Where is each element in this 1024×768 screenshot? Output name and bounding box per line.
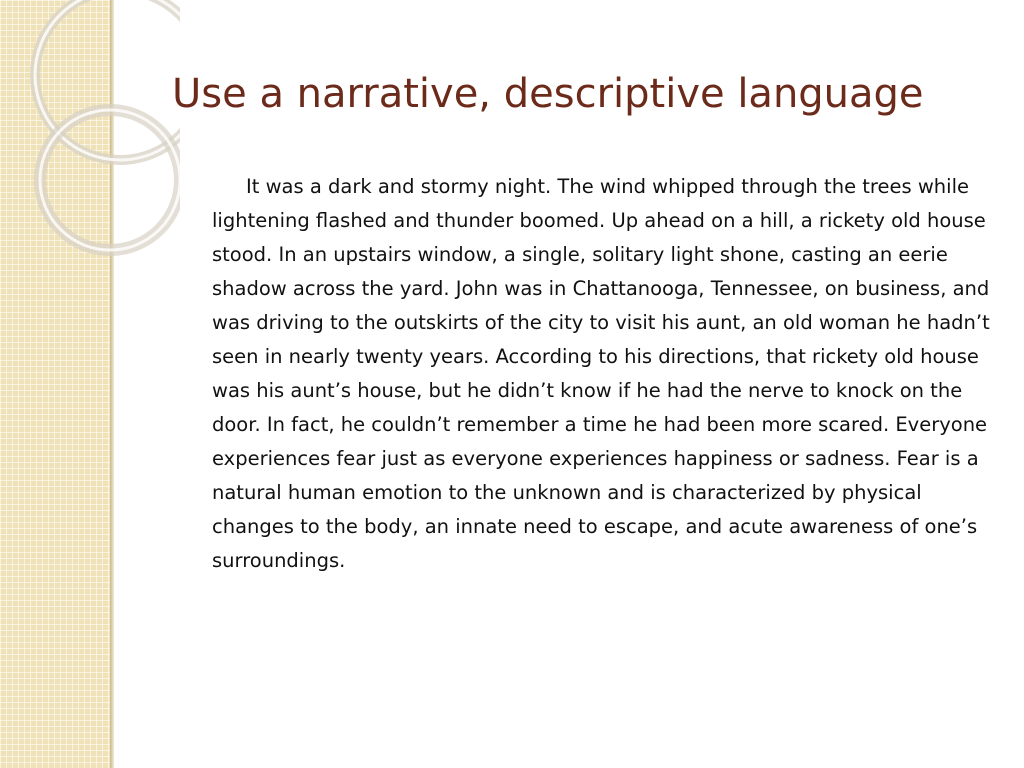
band-edge-divider	[110, 0, 114, 768]
slide-body-paragraph: It was a dark and stormy night. The wind whipped through the trees while lightening flashed and thunder boomed. Up ahead on a hill, a rickety old house stood. In an upstairs window, a single, solitary light shone, casting an eerie shadow across the yard. John was in Chattanooga, Tennessee, on business, and was driving to the outskirts of the city to visit his aunt, an old woman he hadn’t seen in nearly twenty years. According to his directions, that rickety old house was his aunt’s house, but he didn’t know if he had the nerve to knock on the door. In fact, he couldn’t remember a time he had been more scared. Everyone experiences fear just as everyone experiences happiness or sadness. Fear is a natural human emotion to the unknown and is characterized by physical changes to the body, an innate need to escape, and acute awareness of one’s surroundings.	[212, 175, 990, 572]
slide-title: Use a narrative, descriptive language	[172, 71, 924, 117]
decorative-grid-band	[0, 0, 112, 768]
